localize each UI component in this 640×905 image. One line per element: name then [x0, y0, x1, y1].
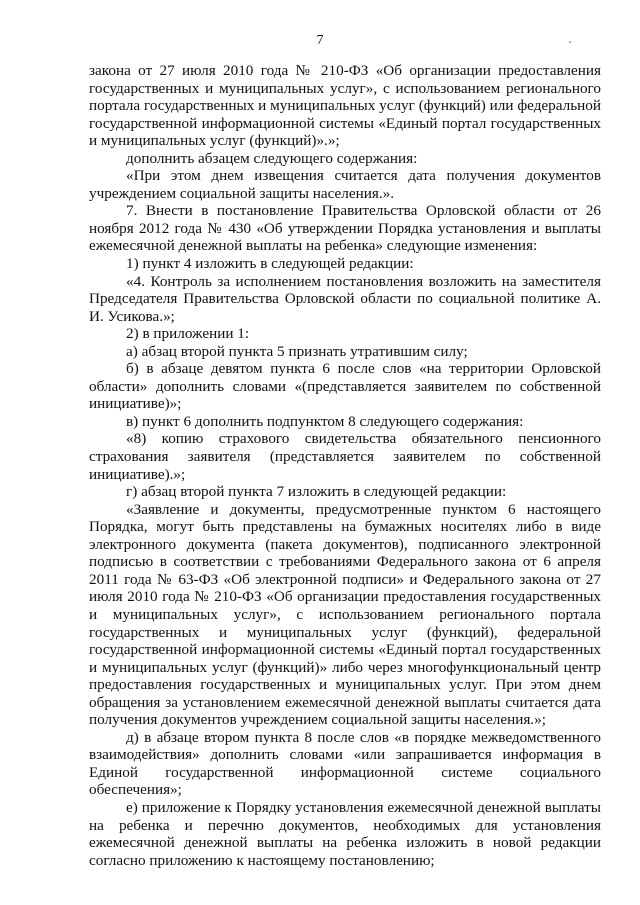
paragraph-subitem-e: е) приложение к Порядку установления ежемесячной денежной выплаты на ребенка и перечню документов, необходимых для установления ежемесячной денежной выплаты на ребенка изложить в новой редакции согласно приложению к настоящему постановлению; [89, 798, 601, 869]
paragraph-notice-date: «При этом днем извещения считается дата получения документов учреждением социальной защиты населения.». [89, 167, 601, 202]
paragraph-subitem-2: 2) в приложении 1: [126, 325, 250, 343]
paragraph-subitem-a: а) абзац второй пункта 5 признать утратившим силу; [126, 342, 468, 360]
paragraph-subitem-v: в) пункт 6 дополнить подпунктом 8 следующего содержания: [126, 412, 524, 430]
paragraph-subitem-1: 1) пункт 4 изложить в следующей редакции: [126, 255, 414, 273]
paragraph-subitem-d: д) в абзаце втором пункта 8 после слов «в порядке межведомственного взаимодействия» дополнить словами «или запрашивается информация в Единой государственной информационной системе социального обеспечения»; [89, 728, 601, 799]
page-number: 7 [316, 33, 324, 48]
paragraph-subitem-g: г) абзац второй пункта 7 изложить в следующей редакции: [126, 483, 507, 501]
paragraph-control-clause: «4. Контроль за исполнением постановления возложить на заместителя Председателя Правительства Орловской области по социальной политике А. И. Усикова.»; [89, 272, 601, 325]
paragraph-insurance-certificate: «8) копию страхового свидетельства обязательного пенсионного страхования заявителя (представляется заявителем по собственной инициативе).»; [89, 430, 601, 483]
paragraph-application-documents: «Заявление и документы, предусмотренные пунктом 6 настоящего Порядка, могут быть представлены на бумажных носителях либо в виде электронного документа (пакета документов), подписанного электронной подписью в соответствии с требованиями Федерального закона от 6 апреля 2011 года № 63-ФЗ «Об электронной подписи» и Федерального закона от 27 июля 2010 года № 210-ФЗ «Об организации предоставления государственных и муниципальных услуг», с использованием регионального портала государственных и муниципальных услуг (функций), федеральной государственной информационной системы «Единый портал государственных и муниципальных услуг (функций)» либо через многофункциональный центр предоставления государственных и муниципальных услуг. При этом днем обращения за установлением ежемесячной денежной выплаты считается дата получения документов учреждением социальной защиты населения.»; [89, 500, 601, 729]
paragraph-subitem-b: б) в абзаце девятом пункта 6 после слов «на территории Орловской области» дополнить словами «(представляется заявителем по собственной инициативе)»; [89, 360, 601, 413]
paragraph-law-reference-continuation: закона от 27 июля 2010 года № 210-ФЗ «Об организации предоставления государственных и муниципальных услуг», с использованием регионального портала государственных и муниципальных услуг (функций) или федеральной государственной информационной системы «Единый портал государственных и муниципальных услуг (функций)».»; [89, 62, 601, 150]
paragraph-add-clause: дополнить абзацем следующего содержания: [126, 149, 418, 167]
scan-artifact-dot [569, 41, 571, 43]
document-body [89, 62, 601, 869]
paragraph-item-7: 7. Внести в постановление Правительства Орловской области от 26 ноября 2012 года № 430 «Об утверждении Порядка установления и выплаты ежемесячной денежной выплаты на ребенка» следующие изменения: [89, 202, 601, 255]
